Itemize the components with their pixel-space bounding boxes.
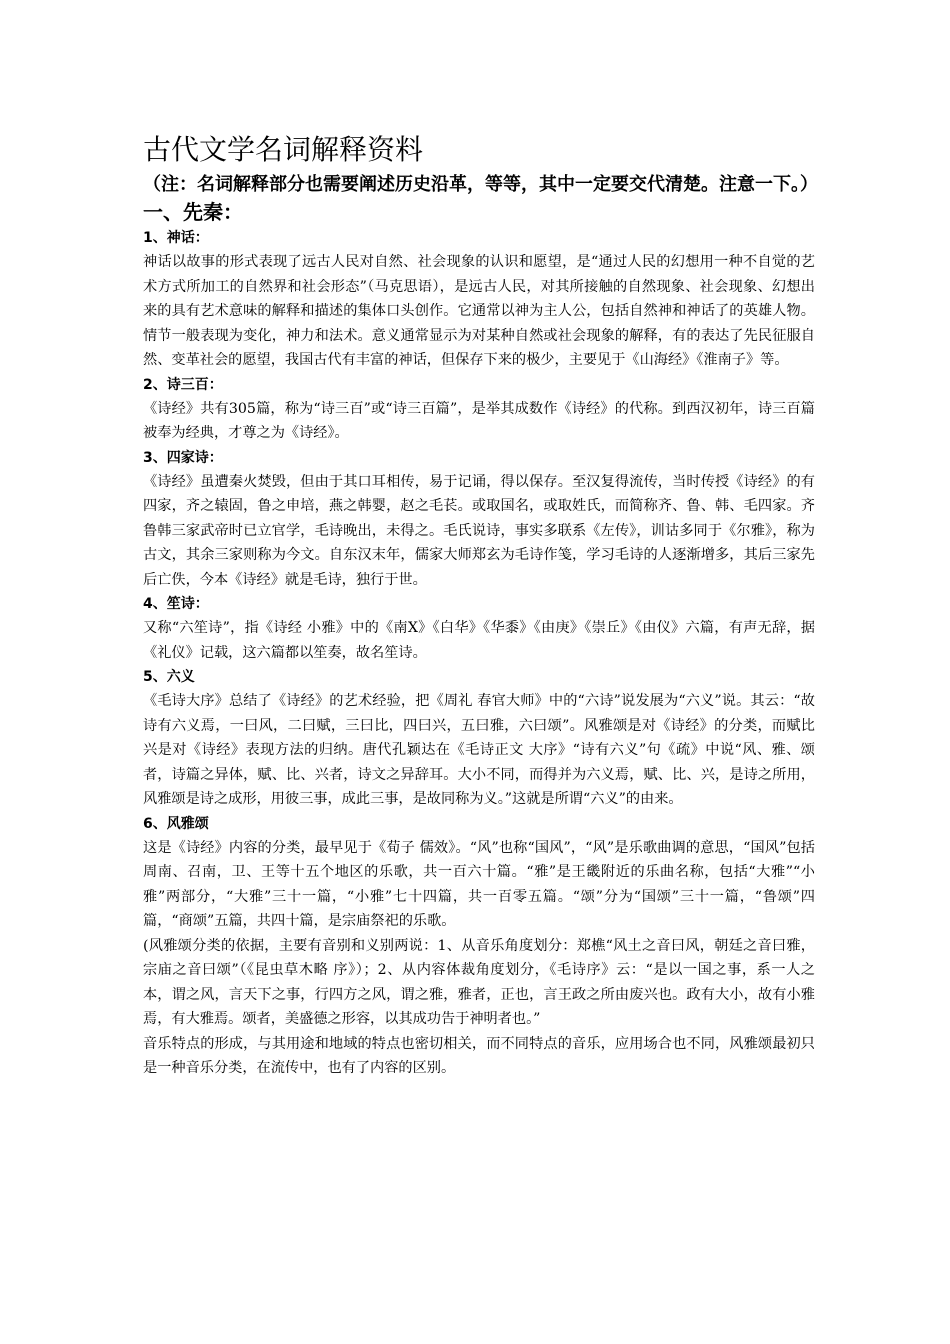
section-heading: 6、风雅颂: [143, 815, 209, 832]
chapter-heading: 一、先秦：: [143, 200, 243, 224]
section-sheng-shi: [143, 592, 815, 665]
section-si-jia-shi: [143, 446, 815, 593]
section-paragraph: (风雅颂分类的依据，主要有音别和义别两说：1、从音乐角度划分：郑樵“风土之音曰风，朝廷之音曰雅，宗庙之音曰颂”（《昆虫草木略 序》）；2、从内容体裁角度划分，《毛诗序》云：“是以一国之事，系一人之本，谓之风，言天下之事，行四方之风，谓之雅，雅者，正也，言王政之所由废兴也。政有大小，故有小雅焉，有大雅焉。颂者，美盛德之形容，以其成功告于神明者也。”: [143, 937, 815, 1027]
section-paragraph: 《诗经》共有305篇，称为“诗三百”或“诗三百篇”，是举其成数作《诗经》的代称。到西汉初年，诗三百篇被奉为经典，才尊之为《诗经》。: [143, 400, 815, 441]
section-heading: 2、诗三百：: [143, 376, 223, 393]
document-page: [143, 130, 818, 1081]
section-paragraph: 音乐特点的形成，与其用途和地域的特点也密切相关，而不同特点的音乐，应用场合也不同，风雅颂最初只是一种音乐分类，在流传中，也有了内容的区别。: [143, 1035, 815, 1076]
section-shi-san-bai: [143, 373, 815, 446]
section-paragraph: 《毛诗大序》总结了《诗经》的艺术经验，把《周礼 春官大师》中的“六诗”说发展为“六义”说。其云：“故诗有六义焉，一曰风，二曰赋，三曰比，四曰兴，五曰雅，六曰颂”。风雅颂是对《诗经》的分类，而赋比兴是对《诗经》表现方法的归纳。唐代孔颖达在《毛诗正文 大序》“诗有六义”句《疏》中说“风、雅、颂者，诗篇之异体，赋、比、兴者，诗文之异辞耳。大小不同，而得并为六义焉，赋、比、兴，是诗之所用，风雅颂是诗之成形，用彼三事，成此三事，是故同称为义。”这就是所谓“六义”的由来。: [143, 693, 815, 807]
section-paragraph: 这是《诗经》内容的分类，最早见于《荀子 儒效》。“风”也称“国风”，“风”是乐歌曲调的意思，“国风”包括周南、召南，卫、王等十五个地区的乐歌，共一百六十篇。“雅”是王畿附近的乐曲名称，包括“大雅”“小雅”两部分，“大雅”三十一篇，“小雅”七十四篇，共一百零五篇。“颂”分为“国颂”三十一篇，“鲁颂”四篇，“商颂”五篇，共四十篇，是宗庙祭祀的乐歌。: [143, 839, 815, 929]
section-liu-yi: [143, 665, 815, 812]
section-heading: 1、神话：: [143, 230, 209, 246]
section-myth: [143, 226, 815, 373]
section-paragraph: 《诗经》虽遭秦火焚毁，但由于其口耳相传，易于记诵，得以保存。至汉复得流传，当时传授《诗经》的有四家，齐之辕固，鲁之申培，燕之韩婴，赵之毛苌。或取国名，或取姓氏，而简称齐、鲁、韩、毛四家。齐鲁韩三家武帝时已立官学，毛诗晚出，未得之。毛氏说诗，事实多联系《左传》，训诂多同于《尔雅》，称为古文，其余三家则称为今文。自东汉末年，儒家大师郑玄为毛诗作笺，学习毛诗的人逐渐增多，其后三家先后亡佚，今本《诗经》就是毛诗，独行于世。: [143, 473, 815, 588]
document-title: 古代文学名词解释资料: [143, 133, 424, 166]
section-paragraph: 又称“六笙诗”，指《诗经 小雅》中的《南X》《白华》《华黍》《由庚》《崇丘》《由仪》六篇，有声无辞，据《礼仪》记载，这六篇都以笙奏，故名笙诗。: [143, 620, 815, 661]
document-note: （注：名词解释部分也需要阐述历史沿革，等等，其中一定要交代清楚。注意一下。）: [143, 174, 818, 195]
section-feng-ya-song: [143, 812, 815, 1081]
section-heading: 4、笙诗：: [143, 596, 209, 612]
section-paragraph: 神话以故事的形式表现了远古人民对自然、社会现象的认识和愿望，是“通过人民的幻想用一种不自觉的艺术方式所加工的自然界和社会形态”（马克思语），是远古人民，对其所接触的自然现象、社会现象、幻想出来的具有艺术意味的解释和描述的集体口头创作。它通常以神为主人公，包括自然神和神话了的英雄人物。情节一般表现为变化，神力和法术。意义通常显示为对某种自然或社会现象的解释，有的表达了先民征服自然、变革社会的愿望，我国古代有丰富的神话，但保存下来的极少，主要见于《山海经》《淮南子》等。: [143, 254, 815, 368]
section-heading: 3、四家诗：: [143, 449, 223, 466]
section-heading: 5、六义: [143, 669, 195, 685]
